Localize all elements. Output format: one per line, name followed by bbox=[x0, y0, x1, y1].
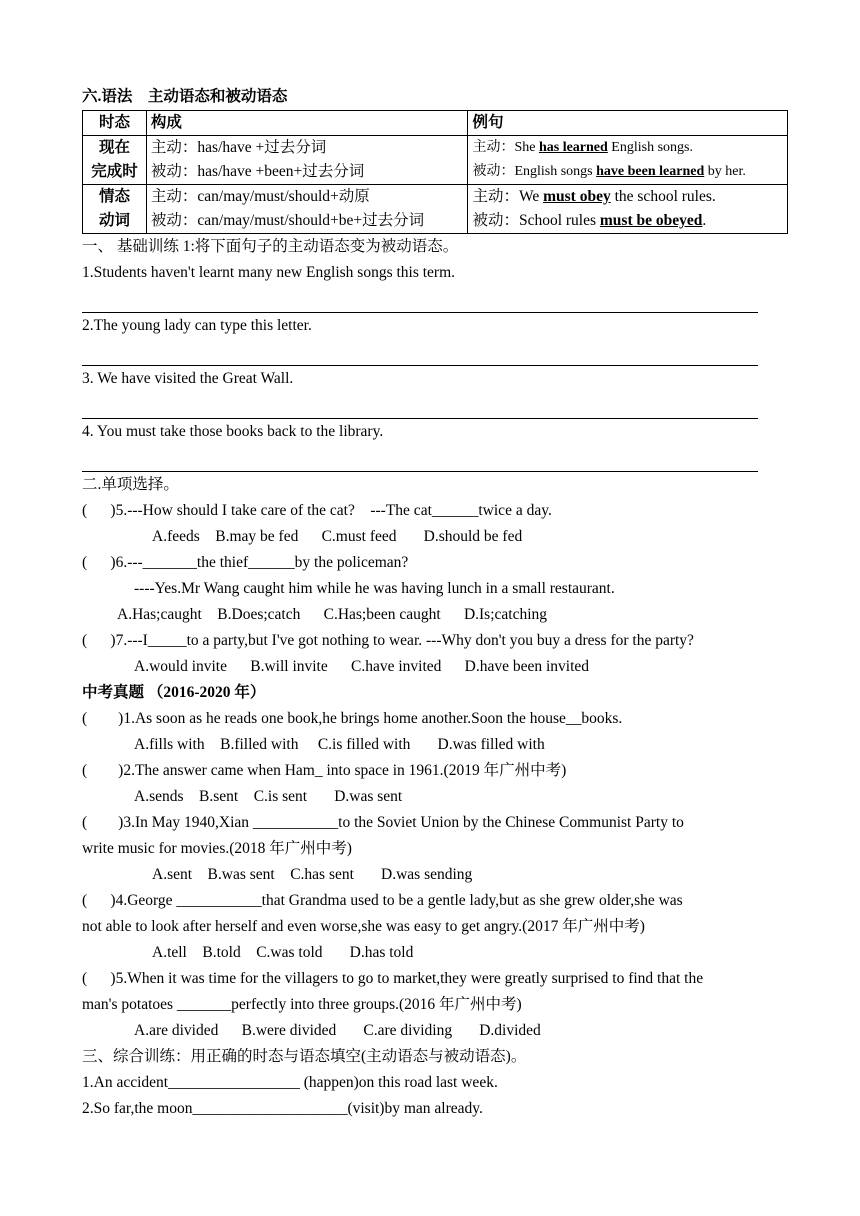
exercise-item: 4. You must take those books back to the library. bbox=[82, 423, 384, 440]
zhongkao-heading: 中考真题 （2016-2020 年） bbox=[82, 684, 266, 701]
question-6-reply: ----Yes.Mr Wang caught him while he was having lunch in a small restaurant. bbox=[134, 580, 615, 597]
zk-question-4-cont: not able to look after herself and even worse,she was easy to get angry.(2017 年广州中考) bbox=[82, 918, 645, 935]
question-6-options: A.Has;caught B.Does;catch C.Has;been caught D.Is;catching bbox=[117, 606, 548, 623]
question-7: ( )7.---I_____to a party,but I've got nothing to wear. ---Why don't you buy a dress for the party? bbox=[82, 632, 694, 649]
zk-question-1: ( )1.As soon as he reads one book,he brings home another.Soon the house__books. bbox=[82, 710, 623, 727]
question-6: ( )6.---_______the thief______by the policeman? bbox=[82, 554, 409, 571]
tense-cell: 现在 完成时 bbox=[83, 136, 147, 185]
zk-question-2: ( )2.The answer came when Ham_ into space in 1961.(2019 年广州中考) bbox=[82, 762, 567, 779]
header-example: 例句 bbox=[468, 111, 788, 136]
form-cell: 主动：has/have +过去分词 被动：has/have +been+过去分词 bbox=[146, 136, 468, 185]
form-cell: 主动：can/may/must/should+动原 被动：can/may/must/should+be+过去分词 bbox=[146, 185, 468, 234]
example-cell: 主动：We must obey the school rules. 被动：School rules must be obeyed. bbox=[468, 185, 788, 234]
answer-line[interactable] bbox=[82, 445, 758, 472]
worksheet bbox=[82, 84, 788, 1122]
exercise-item: 1.Students haven't learnt many new English songs this term. bbox=[82, 264, 456, 281]
answer-line[interactable] bbox=[82, 392, 758, 419]
answer-line[interactable] bbox=[82, 286, 758, 313]
section1-heading: 一、 基础训练 1:将下面句子的主动语态变为被动语态。 bbox=[82, 238, 459, 255]
zk-question-5-options: A.are divided B.were divided C.are dividing D.divided bbox=[134, 1022, 541, 1039]
exercise-item: 2.The young lady can type this letter. bbox=[82, 317, 312, 334]
zk-question-4-options: A.tell B.told C.was told D.has told bbox=[152, 944, 414, 961]
zk-question-5: ( )5.When it was time for the villagers to go to market,they were greatly surprised to find that the bbox=[82, 970, 704, 987]
question-5: ( )5.---How should I take care of the cat? ---The cat______twice a day. bbox=[82, 502, 552, 519]
header-form: 构成 bbox=[146, 111, 468, 136]
zk-question-3: ( )3.In May 1940,Xian ___________to the Soviet Union by the Chinese Communist Party to bbox=[82, 814, 684, 831]
zk-question-4: ( )4.George ___________that Grandma used to be a gentle lady,but as she grew older,she was bbox=[82, 892, 683, 909]
table-row-modal-verbs bbox=[83, 185, 788, 234]
section2-heading: 二.单项选择。 bbox=[82, 476, 179, 493]
exercise-item: 3. We have visited the Great Wall. bbox=[82, 370, 294, 387]
grammar-table bbox=[82, 110, 788, 234]
page-title: 六.语法 主动语态和被动语态 bbox=[82, 88, 288, 105]
fill-item: 2.So far,the moon____________________(visit)by man already. bbox=[82, 1100, 483, 1117]
answer-line[interactable] bbox=[82, 339, 758, 366]
header-tense: 时态 bbox=[83, 111, 147, 136]
tense-cell: 情态 动词 bbox=[83, 185, 147, 234]
question-5-options: A.feeds B.may be fed C.must feed D.should be fed bbox=[152, 528, 523, 545]
zk-question-3-options: A.sent B.was sent C.has sent D.was sending bbox=[152, 866, 473, 883]
zk-question-1-options: A.fills with B.filled with C.is filled with D.was filled with bbox=[134, 736, 545, 753]
question-7-options: A.would invite B.will invite C.have invited D.have been invited bbox=[134, 658, 590, 675]
zk-question-5-cont: man's potatoes _______perfectly into three groups.(2016 年广州中考) bbox=[82, 996, 522, 1013]
table-header-row bbox=[83, 111, 788, 136]
zk-question-2-options: A.sends B.sent C.is sent D.was sent bbox=[134, 788, 403, 805]
example-cell: 主动：She has learned English songs. 被动：English songs have been learned by her. bbox=[468, 136, 788, 185]
zk-question-3-cont: write music for movies.(2018 年广州中考) bbox=[82, 840, 352, 857]
table-row-present-perfect bbox=[83, 136, 788, 185]
fill-item: 1.An accident_________________ (happen)on this road last week. bbox=[82, 1074, 498, 1091]
section3-heading: 三、综合训练：用正确的时态与语态填空(主动语态与被动语态)。 bbox=[82, 1048, 527, 1065]
